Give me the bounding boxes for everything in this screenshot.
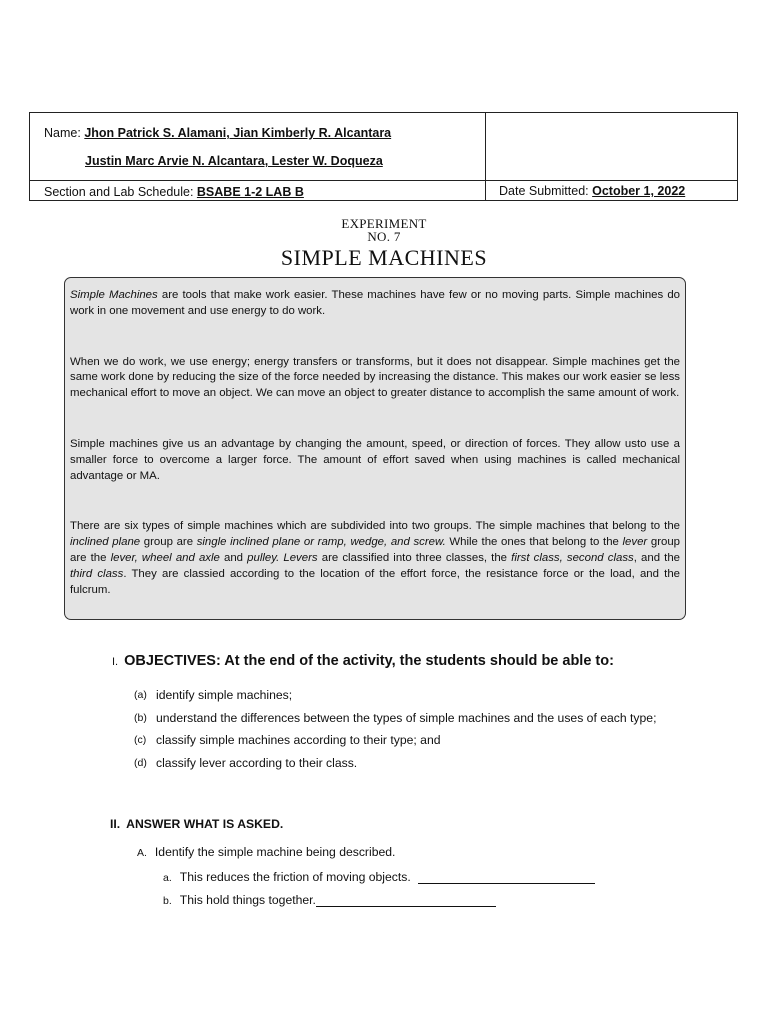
experiment-number: NO. 7 (367, 229, 401, 244)
intro-term: lever, wheel and axle (110, 551, 220, 564)
date-row (499, 184, 685, 198)
intro-term: third class (70, 567, 124, 580)
intro-paragraph-2: When we do work, we use energy; energy transfers or transforms, but it does not disappear. Simple machines get the same work done by reducing the size of the force needed by increasing the distance. This makes our work easier se less mechanical effort to move an object. We can move an object to greater distance to accomplish the same amount of work. (70, 355, 680, 400)
row-divider (30, 180, 737, 181)
intro-term: Levers (283, 551, 318, 564)
intro-text: and (219, 551, 248, 564)
item-text: classify lever according to their class. (156, 755, 358, 770)
header-table (29, 112, 738, 201)
intro-paragraph-4 (70, 519, 680, 598)
answer-heading (110, 817, 283, 831)
intro-term: pulley. (247, 551, 280, 564)
intro-paragraph-3: Simple machines give us an advantage by changing the amount, speed, or direction of forces. They allow usto use a smaller force to overcome a larger force. The amount of effort saved when using machines is called mechanical advantage or MA. (70, 437, 680, 482)
objectives-heading (112, 653, 614, 669)
objectives-heading-text: OBJECTIVES: At the end of the activity, the students should be able to: (124, 653, 614, 669)
name-label: Name: (44, 126, 81, 140)
sub-question-label: b. (163, 895, 172, 907)
list-item (134, 755, 674, 773)
page-title: SIMPLE MACHINES (280, 245, 488, 270)
date-label: Date Submitted: (499, 184, 589, 198)
answer-numeral: II. (110, 817, 121, 831)
objectives-numeral: I. (112, 656, 119, 668)
intro-text: . They are classied according to the location of the effort force, the resistance force or the load, and the fulcrum. (70, 567, 680, 596)
intro-term: inclined plane (70, 536, 141, 549)
sub-question-text: This hold things together. (179, 893, 316, 907)
sub-question-label: a. (163, 872, 172, 884)
answer-blank[interactable] (316, 893, 496, 907)
sub-question-text: This reduces the friction of moving objects. (179, 870, 411, 884)
answer-heading-text: ANSWER WHAT IS ASKED. (126, 817, 284, 831)
intro-box (64, 277, 686, 620)
intro-term: single inclined plane or ramp, wedge, and screw. (196, 536, 446, 549)
date-value: October 1, 2022 (592, 184, 686, 198)
question-a-text: Identify the simple machine being described. (154, 845, 396, 859)
list-item (134, 732, 674, 750)
answer-blank[interactable] (418, 870, 595, 884)
section-label: Section and Lab Schedule: (44, 185, 194, 199)
name-line-2: Justin Marc Arvie N. Alcantara, Lester W. Doqueza (85, 154, 383, 168)
intro-paragraph-1 (70, 288, 680, 320)
intro-text: are classified into three classes, the (317, 551, 512, 564)
section-row (44, 185, 304, 199)
intro-text: group are the (70, 536, 681, 564)
intro-term: Simple Machines (70, 289, 158, 301)
item-label: (a) (134, 689, 147, 701)
intro-term: first class, second class (511, 551, 634, 564)
section-value: BSABE 1-2 LAB B (196, 185, 304, 199)
item-text: identify simple machines; (156, 688, 293, 702)
sub-question-b (163, 893, 496, 907)
list-item (134, 687, 674, 705)
name-row-2 (85, 154, 383, 168)
item-label: (c) (134, 734, 147, 746)
question-a-label: A. (137, 847, 147, 859)
list-item (134, 710, 674, 728)
name-line-1: Jhon Patrick S. Alamani, Jian Kimberly R. Alcantara (84, 126, 392, 140)
intro-text: There are six types of simple machines which are subdivided into two groups. The simple machines that belong to the (70, 520, 680, 533)
experiment-label: EXPERIMENT (341, 216, 427, 231)
question-a (137, 845, 395, 859)
item-text: classify simple machines according to their type; and (156, 733, 441, 747)
item-label: (d) (134, 756, 147, 769)
intro-text: While the ones that belong to the (445, 536, 623, 549)
sub-question-a (163, 870, 595, 884)
intro-text-1: are tools that make work easier. These machines have few or no moving parts. Simple machines do work in one movement and use energy to do work. (70, 289, 681, 317)
intro-text: , and the (633, 551, 680, 564)
name-row (44, 126, 391, 140)
item-label: (b) (134, 711, 147, 724)
intro-text: group are (140, 536, 197, 549)
column-divider (485, 113, 486, 200)
intro-term: lever (622, 536, 648, 549)
objectives-list (134, 687, 674, 777)
item-text: understand the differences between the types of simple machines and the uses of each type; (156, 710, 657, 725)
